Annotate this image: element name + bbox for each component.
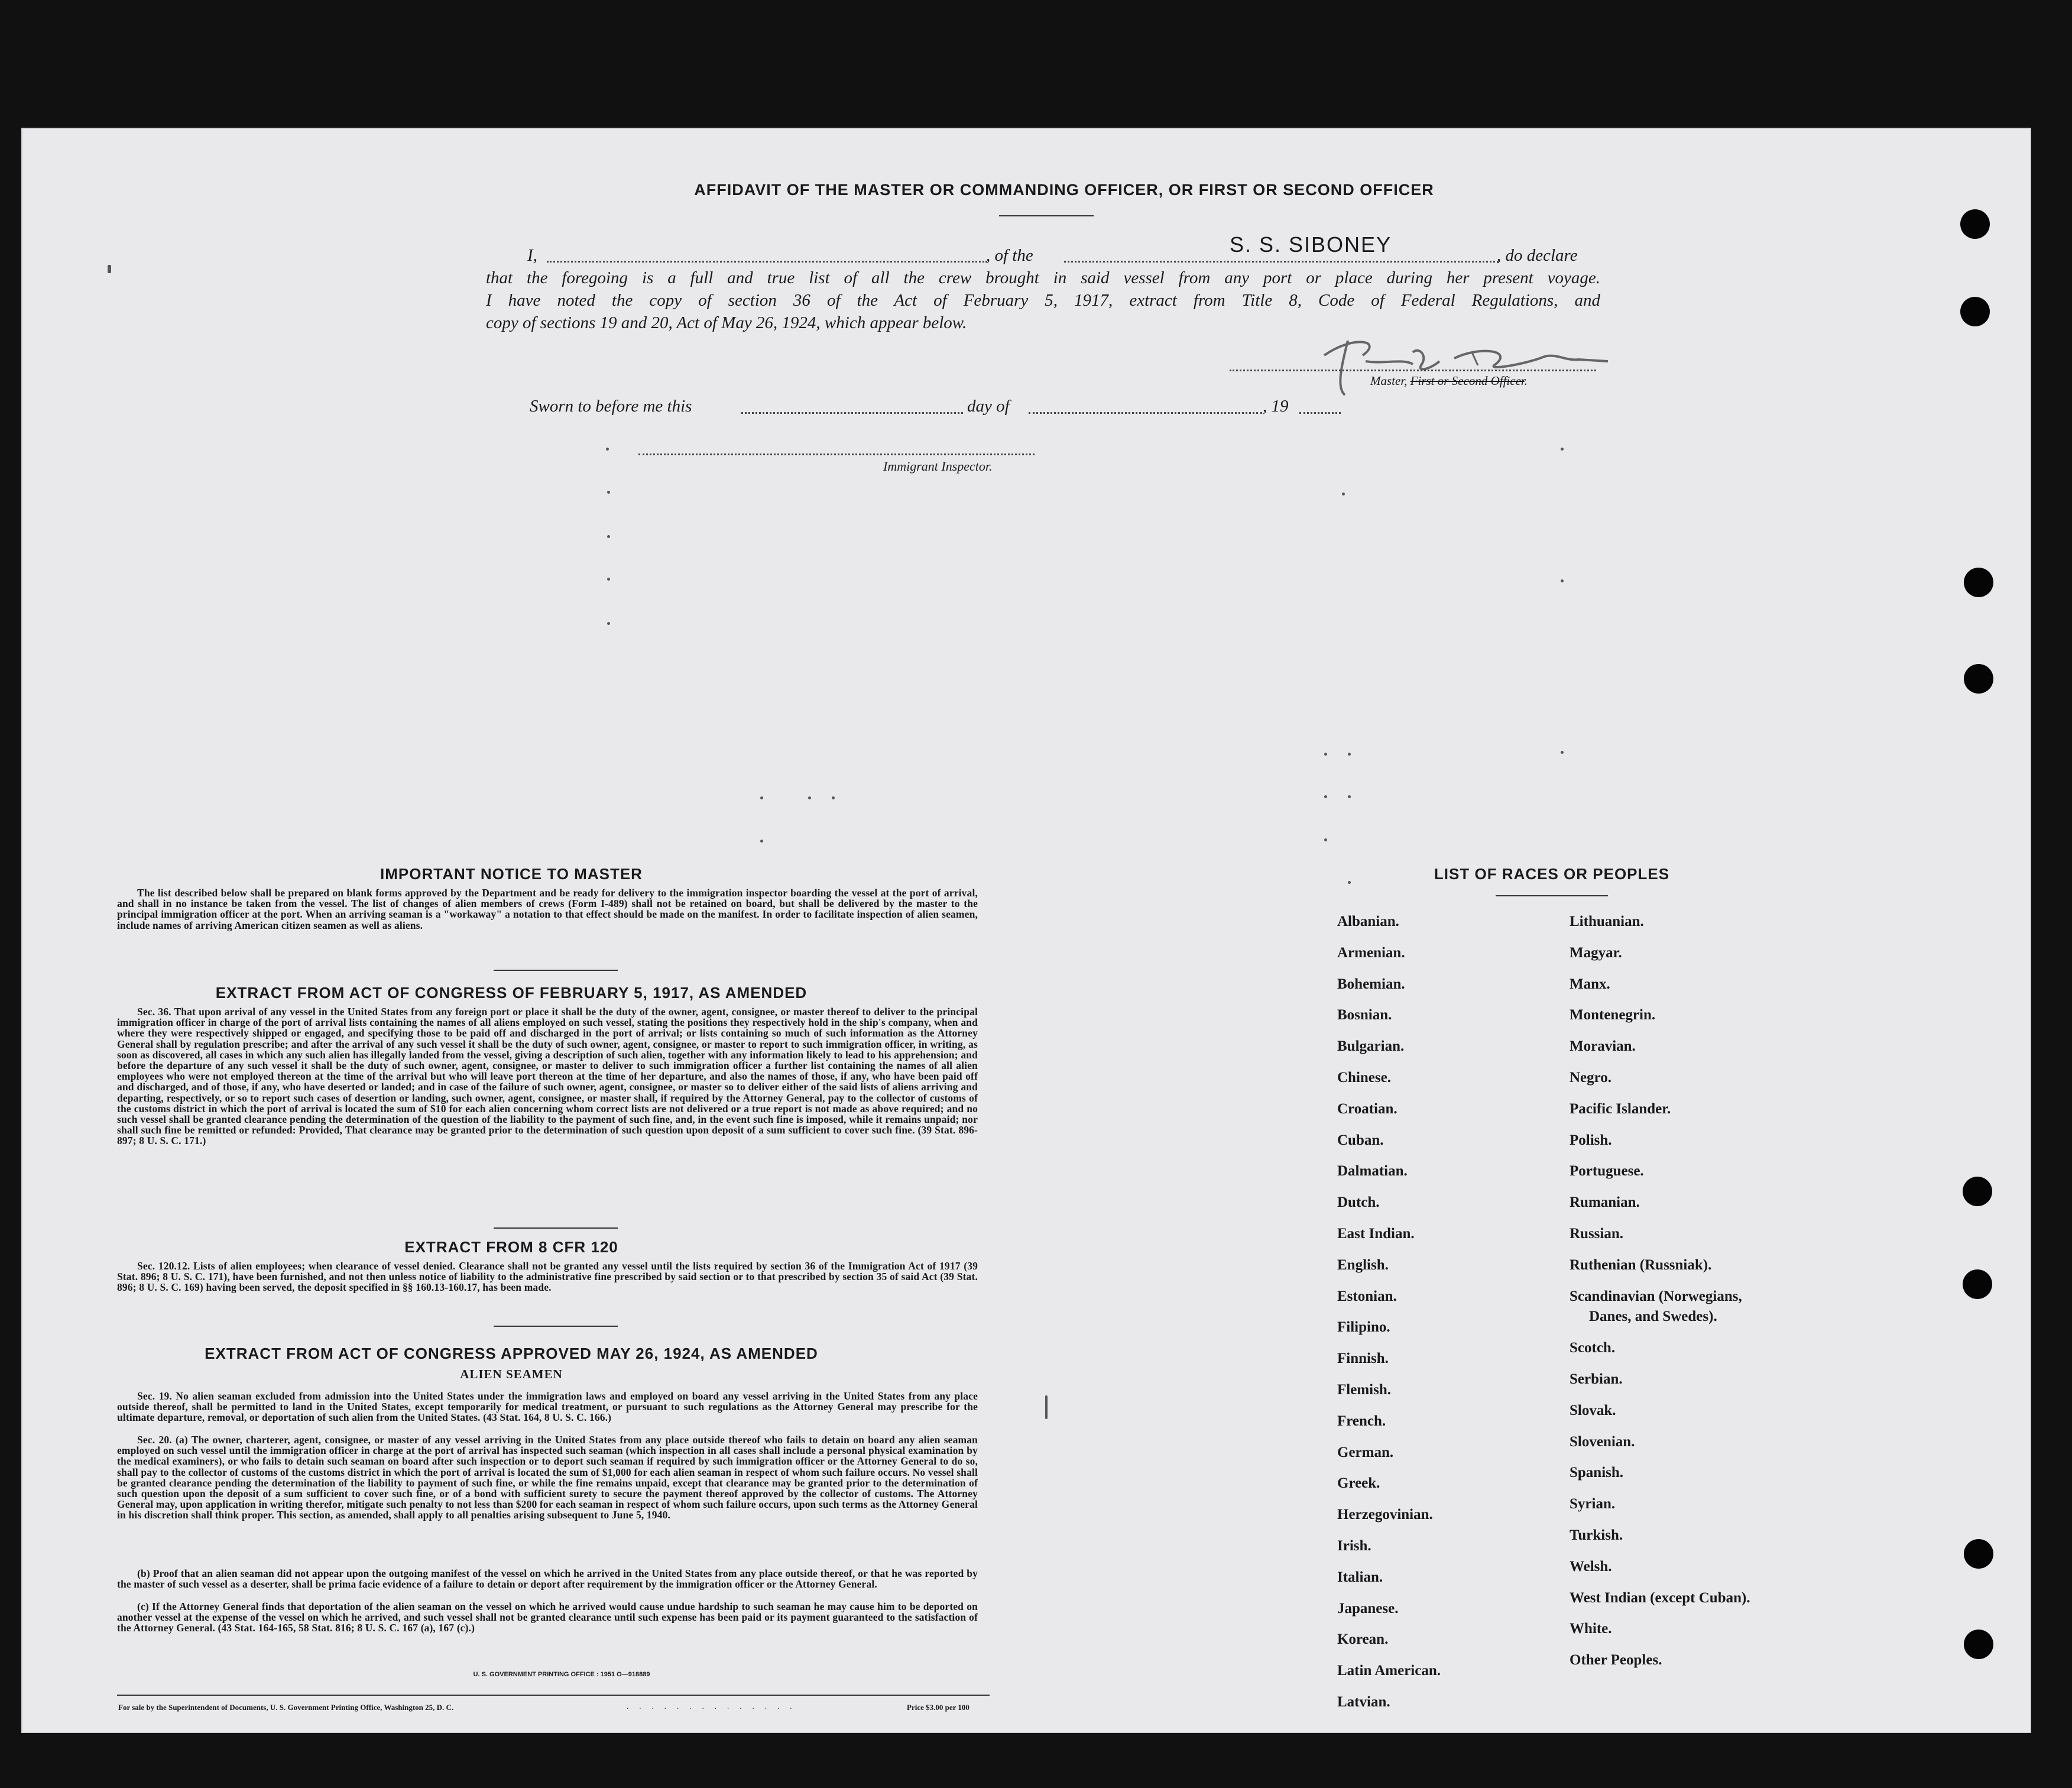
speck	[607, 535, 610, 538]
race-item: Welsh.	[1570, 1558, 1612, 1575]
speck	[108, 265, 111, 273]
race-item: German.	[1337, 1444, 1394, 1460]
race-item: Dutch.	[1337, 1194, 1380, 1211]
section-divider	[494, 970, 618, 971]
vessel-name-field[interactable]	[1064, 261, 1499, 263]
race-item: Korean.	[1337, 1631, 1389, 1648]
race-item: Syrian.	[1570, 1496, 1616, 1512]
race-item: Japanese.	[1337, 1600, 1399, 1617]
race-item: French.	[1337, 1413, 1386, 1429]
speck	[1324, 753, 1327, 756]
speck	[1342, 493, 1345, 495]
footer-left: For sale by the Superintendent of Documents, U. S. Government Printing Office, Washington 25, D. C.	[118, 1703, 454, 1712]
race-item: Pacific Islander.	[1570, 1100, 1671, 1117]
master-signature	[1301, 329, 1614, 400]
affidavit-title: AFFIDAVIT OF THE MASTER OR COMMANDING OFFICER, OR FIRST OR SECOND OFFICER	[694, 181, 1434, 199]
declarant-name-field[interactable]	[547, 261, 987, 263]
race-item: Turkish.	[1570, 1527, 1623, 1543]
inspector-signature-line	[638, 454, 1035, 455]
footer-right: Price $3.00 per 100	[907, 1703, 969, 1712]
punch-hole	[1960, 209, 1990, 239]
race-item: Bosnian.	[1337, 1007, 1392, 1023]
race-item: Rumanian.	[1570, 1194, 1640, 1211]
sec-20b-body: (b) Proof that an alien seaman did not appear upon the outgoing manifest of the vessel on which he arrived in the United States from any place outside thereof, or that he was reported by the master of such vessel as a deserter, shall be prima facie evidence of a failure to detain or deport after requirement by the immigration officer or the Attorney General.	[117, 1567, 978, 1591]
speck	[1561, 579, 1564, 582]
sec-19-body: Sec. 19. No alien seaman excluded from admission into the United States under the immigration laws and employed on board any vessel arriving in the United States from any place outside thereof, shall be permitted to land in the United States, except temporarily for medical treatment, or pursuant to such regulations as the Attorney General may prescribe for the ultimate departure, removal, or deportation of such alien from the United States. (43 Stat. 164, 8 U. S. C. 166.)	[117, 1390, 978, 1424]
punch-hole	[1963, 1177, 1992, 1206]
affidavit-line2: that the foregoing is a full and true list of all the crew brought in said vessel from any port or place during her present voyage.	[486, 268, 1600, 287]
race-item: Latvian.	[1337, 1694, 1390, 1710]
sworn-year: , 19	[1263, 397, 1289, 416]
punch-hole	[1964, 568, 1993, 597]
race-item: Negro.	[1570, 1070, 1612, 1086]
affidavit-of-the: , of the	[986, 246, 1033, 265]
races-divider	[1496, 895, 1608, 896]
signature-line	[1230, 370, 1596, 371]
sworn-year-field[interactable]	[1299, 412, 1341, 414]
sec-20a-body: Sec. 20. (a) The owner, charterer, agent, consignee, or master of any vessel arriving in the United States from any place outside thereof who fails to detain on board any alien seaman employed on such vessel until the immigration officer in charge at the port of arrival has inspected such seaman (which inspection in all cases shall include a personal physical examination by the medical examiners), or who fails to detain such seaman on board after such inspection or to deport such seaman if required by such immigration officer or the Attorney General to do so, shall pay to the collector of customs of the customs district in which the port of arrival is located the sum of $1,000 for each alien seaman in respect of whom such failure occurs. No vessel shall be granted clearance pending the determination of the liability to payment of such fine, or while the fine remains unpaid, except that clearance may be granted prior to the determination of such question upon the deposit of a sum sufficient to cover such fine, or of a bond with sufficient surety to secure the payment thereof approved by the collector of customs. The Attorney General may, upon application in writing therefor, mitigate such penalty to not less than $200 for each seaman in respect of whom such failure occurs, upon such terms as the Attorney General in his discretion shall think proper. This section, as amended, shall apply to all penalties arising subsequent to June 5, 1940.	[117, 1434, 978, 1521]
race-item: Serbian.	[1570, 1371, 1623, 1387]
race-item: Moravian.	[1570, 1038, 1636, 1055]
notice-title: IMPORTANT NOTICE TO MASTER	[380, 865, 643, 883]
race-item: Lithuanian.	[1570, 914, 1644, 929]
race-item: Croatian.	[1337, 1100, 1397, 1117]
cfr-120-title: EXTRACT FROM 8 CFR 120	[404, 1238, 618, 1256]
race-item: Latin American.	[1337, 1663, 1441, 1679]
title-divider	[999, 215, 1094, 216]
race-item: East Indian.	[1337, 1226, 1415, 1242]
sworn-month-field[interactable]	[1029, 412, 1262, 414]
race-item: English.	[1337, 1256, 1389, 1273]
race-item: Scotch.	[1570, 1340, 1616, 1356]
punch-hole	[1964, 1630, 1993, 1659]
footer-leader: ..............	[627, 1702, 803, 1711]
race-item: Portuguese.	[1570, 1163, 1644, 1180]
sworn-text: Sworn to before me this	[530, 397, 692, 416]
speck	[808, 796, 811, 799]
speck	[607, 491, 610, 494]
race-item: Cuban.	[1337, 1132, 1384, 1148]
speck	[607, 578, 610, 581]
speck	[1324, 795, 1327, 798]
race-item: Estonian.	[1337, 1288, 1397, 1304]
race-item: Danes, and Swedes).	[1589, 1308, 1717, 1325]
race-item: Armenian.	[1337, 944, 1405, 961]
speck	[1561, 751, 1564, 754]
race-item: Filipino.	[1337, 1319, 1390, 1336]
punch-hole	[1964, 1539, 1993, 1569]
race-item: Slovak.	[1570, 1402, 1616, 1418]
speck	[1045, 1395, 1048, 1419]
punch-hole	[1964, 664, 1993, 694]
race-item: Chinese.	[1337, 1070, 1391, 1086]
race-item: Finnish.	[1337, 1350, 1389, 1367]
race-item: West Indian (except Cuban).	[1570, 1589, 1750, 1606]
race-item: Irish.	[1337, 1538, 1371, 1554]
speck	[1561, 448, 1564, 451]
section-divider	[494, 1326, 618, 1327]
race-item: Bohemian.	[1337, 976, 1405, 992]
punch-hole	[1963, 1269, 1992, 1299]
section-divider	[494, 1227, 618, 1229]
race-item: Polish.	[1570, 1132, 1612, 1148]
speck	[1348, 881, 1351, 884]
speck	[607, 622, 610, 625]
race-item: Dalmatian.	[1337, 1163, 1408, 1180]
race-item: Slovenian.	[1570, 1433, 1635, 1450]
race-item: Herzegovinian.	[1337, 1507, 1433, 1523]
race-item: Montenegrin.	[1570, 1007, 1656, 1023]
race-item: Albanian.	[1337, 914, 1399, 929]
race-item: Russian.	[1570, 1226, 1624, 1242]
race-item: Flemish.	[1337, 1382, 1391, 1398]
race-item: Scandinavian (Norwegians,	[1570, 1288, 1742, 1304]
sec-20c-body: (c) If the Attorney General finds that deportation of the alien seaman on the vessel on which he arrived would cause undue hardship to such seaman he may cause him to be deported on another vessel at the expense of the vessel on which he arrived, and such vessel shall not be granted clearance until such expense has been paid or its payment guaranteed to the satisfaction of the Attorney General. (43 Stat. 164-165, 58 Stat. 816; 8 U. S. C. 167 (a), 167 (c).)	[117, 1601, 978, 1634]
races-title: LIST OF RACES OR PEOPLES	[1434, 865, 1670, 883]
alien-seamen-subtitle: ALIEN SEAMEN	[460, 1367, 563, 1381]
race-item: Other Peoples.	[1570, 1652, 1662, 1669]
footer-rule	[117, 1695, 990, 1696]
race-item: White.	[1570, 1621, 1612, 1637]
notice-body: The list described below shall be prepared on blank forms approved by the Department and be ready for delivery to the immigration inspector boarding the vessel at the port of arrival, and shall in no instance be taken from the vessel. The list of changes of alien members of crews (Form I-489) shall not be retained on board, but shall be delivered by the master to the principal immigration officer at the port. When an arriving seaman is a "workaway" a notation to that effect should be made on the manifest. In order to facilitate inspection of alien seamen, include names of arriving American citizen seamen as well as aliens.	[117, 887, 978, 931]
sworn-day-field[interactable]	[741, 412, 963, 414]
race-item: Manx.	[1570, 976, 1610, 992]
speck	[832, 796, 835, 799]
race-item: Greek.	[1337, 1475, 1380, 1492]
race-item: Italian.	[1337, 1569, 1383, 1585]
speck	[760, 796, 763, 799]
speck	[760, 840, 763, 843]
affidavit-line4: copy of sections 19 and 20, Act of May 26, 1924, which appear below.	[486, 313, 967, 332]
extract-1917-body: Sec. 36. That upon arrival of any vessel in the United States from any foreign port or place it shall be the duty of the owner, agent, consignee, or master thereof to deliver to the principal immigration officer in charge of the port of arrival lists containing the names of all aliens employed on such vessel, stating the positions they respectively hold in the ship's company, when and where they were respectively shipped or engaged, and specifying those to be paid off and discharged in the port of arrival; or lists containing so much of such information as the Attorney General shall by regulation prescribe; and after the arrival of any such vessel it shall be the duty of such owner, agent, consignee, or master to report to such immigration officer, in writing, as soon as discovered, all cases in which any such alien has illegally landed from the vessel, giving a description of such alien, together with any information likely to lead to his apprehension; and before the departure of any such vessel it shall be the duty of such owner, agent, consignee, or master to deliver to such immigration officer a further list containing the names of all alien employees who were not employed thereon at the time of the arrival but who will leave port thereon at the time of her departure, and also the names of those, if any, who have been paid off and discharged, and of those, if any, who have deserted or landed; and in case of the failure of such owner, agent, consignee, or master so to deliver either of the said lists of aliens arriving and departing, respectively, or so to report such cases of desertion or landing, such owner, agent, consignee, or master shall, if required by the Attorney General, pay to the collector of customs of the customs district in which the port of arrival is located the sum of $10 for each alien concerning whom correct lists are not delivered or a true report is not made as above required; and no such vessel shall be granted clearance pending the determination of the question of the liability to the payment of such fine, and, in the event such fine is imposed, while it remains unpaid; nor shall such fine be remitted or refunded: Provided, That clearance may be granted prior to the determination of such question upon deposit of a sum sufficient to cover such fine. (39 Stat. 896-897; 8 U. S. C. 171.)	[117, 1006, 978, 1147]
cfr-120-body: Sec. 120.12. Lists of alien employees; when clearance of vessel denied. Clearance shall not be granted any vessel until the lists required by section 36 of the Immigration Act of 1917 (39 Stat. 896; 8 U. S. C. 171), have been furnished, and not then unless notice of liability to the administrative fine prescribed by said section or to that prescribed by section 35 of said Act (39 Stat. 896; 8 U. S. C. 169) having been served, the deposit specified in §§ 160.13-160.17, has been made.	[117, 1260, 978, 1294]
printing-office-line: U. S. GOVERNMENT PRINTING OFFICE : 1951 O—918889	[473, 1671, 650, 1678]
inspector-caption: Immigrant Inspector.	[883, 459, 993, 474]
speck	[1324, 838, 1327, 841]
affidavit-i: I,	[527, 246, 537, 265]
race-item: Spanish.	[1570, 1465, 1624, 1481]
signature-caption: Master, First or Second Officer.	[1370, 374, 1528, 388]
speck	[1348, 753, 1351, 756]
vessel-name: S. S. SIBONEY	[1230, 232, 1392, 257]
extract-1917-title: EXTRACT FROM ACT OF CONGRESS OF FEBRUARY 5, 1917, AS AMENDED	[215, 984, 808, 1002]
speck	[1348, 795, 1351, 798]
extract-1924-title: EXTRACT FROM ACT OF CONGRESS APPROVED MAY 26, 1924, AS AMENDED	[205, 1345, 818, 1362]
punch-hole	[1960, 297, 1990, 326]
race-item: Bulgarian.	[1337, 1038, 1405, 1055]
sworn-day-of: day of	[967, 397, 1010, 416]
race-item: Ruthenian (Russniak).	[1570, 1256, 1712, 1273]
speck	[606, 448, 609, 451]
race-item: Magyar.	[1570, 944, 1622, 961]
affidavit-line3: I have noted the copy of section 36 of the Act of February 5, 1917, extract from Title 8, Code of Federal Regulations, and	[486, 291, 1600, 310]
affidavit-declare: , do declare	[1497, 246, 1578, 265]
